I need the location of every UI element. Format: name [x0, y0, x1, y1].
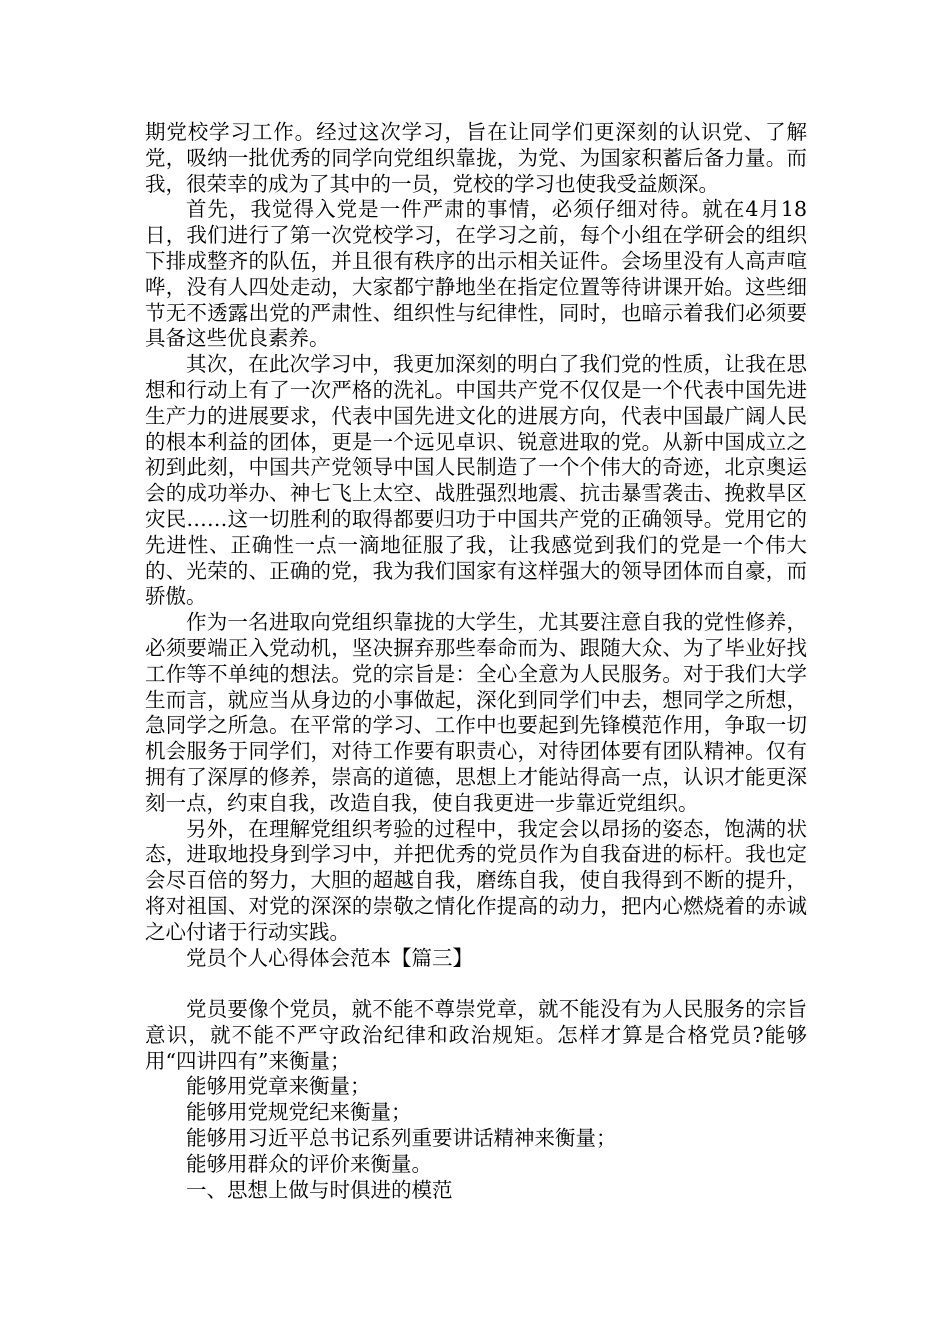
- list-line-4: 能够用群众的评价来衡量。: [186, 1151, 432, 1176]
- section-heading: 党员个人心得体会范本【篇三】: [186, 945, 473, 970]
- list-line-2: 能够用党规党纪来衡量；: [186, 1100, 412, 1125]
- paragraph-2: 首先，我觉得入党是一件严肃的事情，必须仔细对待。就在4月18日，我们进行了第一次党校学习，在学习之前，每个小组在学研会的组织下排成整齐的队伍，并且很有秩序的出示相关证件。会场里没有人高声喧哗，没有人四处走动，大家都宁静地坐在指定位置等待讲课开始。这些细节无不透露出党的严肃性、组织性与纪律性，同时，也暗示着我们必须要具备这些优良素养。: [145, 197, 807, 351]
- paragraph-5: 另外，在理解党组织考验的过程中，我定会以昂扬的姿态，饱满的状态，进取地投身到学习中，并把优秀的党员作为自我奋进的标杆。我也定会尽百倍的努力，大胆的超越自我，磨练自我，使自我得到不断的提升，将对祖国、对党的深深的崇敬之情化作提高的动力，把内心燃烧着的赤诚之心付诸于行动实践。: [145, 816, 807, 944]
- blank-line: [145, 971, 807, 997]
- list-line-1: 能够用党章来衡量；: [186, 1074, 371, 1099]
- section-paragraph: 党员要像个党员，就不能不尊崇党章，就不能没有为人民服务的宗旨意识，就不能不严守政治纪律和政治规矩。怎样才算是合格党员?能够用“四讲四有”来衡量；: [145, 997, 807, 1073]
- paragraph-3: 其次，在此次学习中，我更加深刻的明白了我们党的性质，让我在思想和行动上有了一次严格的洗礼。中国共产党不仅仅是一个代表中国先进生产力的进展要求，代表中国先进文化的进展方向，代表中国最广阔人民的根本利益的团体，更是一个远见卓识、锐意进取的党。从新中国成立之初到此刻，中国共产党领导中国人民制造了一个个伟大的奇迹，北京奥运会的成功举办、神七飞上太空、战胜强烈地震、抗击暴雪袭击、挽救旱区灾民……这一切胜利的取得都要归功于中国共产党的正确领导。党用它的先进性、正确性一点一滴地征服了我，让我感觉到我们的党是一个伟大的、光荣的、正确的党，我为我们国家有这样强大的领导团体而自豪，而骄傲。: [145, 352, 807, 609]
- list-line-3: 能够用习近平总书记系列重要讲话精神来衡量；: [186, 1126, 617, 1151]
- paragraph-1: 期党校学习工作。经过这次学习，旨在让同学们更深刻的认识党、了解党，吸纳一批优秀的同学向党组织靠拢，为党、为国家积蓄后备力量。而我，很荣幸的成为了其中的一员，党校的学习也使我受益颇深。: [145, 120, 807, 196]
- subheading-1: 一、思想上做与时俱进的模范: [186, 1177, 453, 1202]
- document-body: [145, 120, 807, 1203]
- paragraph-4: 作为一名进取向党组织靠拢的大学生，尤其要注意自我的党性修养，必须要端正入党动机，坚决摒弃那些奉命而为、跟随大众、为了毕业好找工作等不单纯的想法。党的宗旨是：全心全意为人民服务。对于我们大学生而言，就应当从身边的小事做起，深化到同学们中去，想同学之所想，急同学之所急。在平常的学习、工作中也要起到先锋模范作用，争取一切机会服务于同学们，对待工作要有职责心，对待团体要有团队精神。仅有拥有了深厚的修养，崇高的道德，思想上才能站得高一点，认识才能更深刻一点，约束自我，改造自我，使自我更进一步靠近党组织。: [145, 610, 807, 815]
